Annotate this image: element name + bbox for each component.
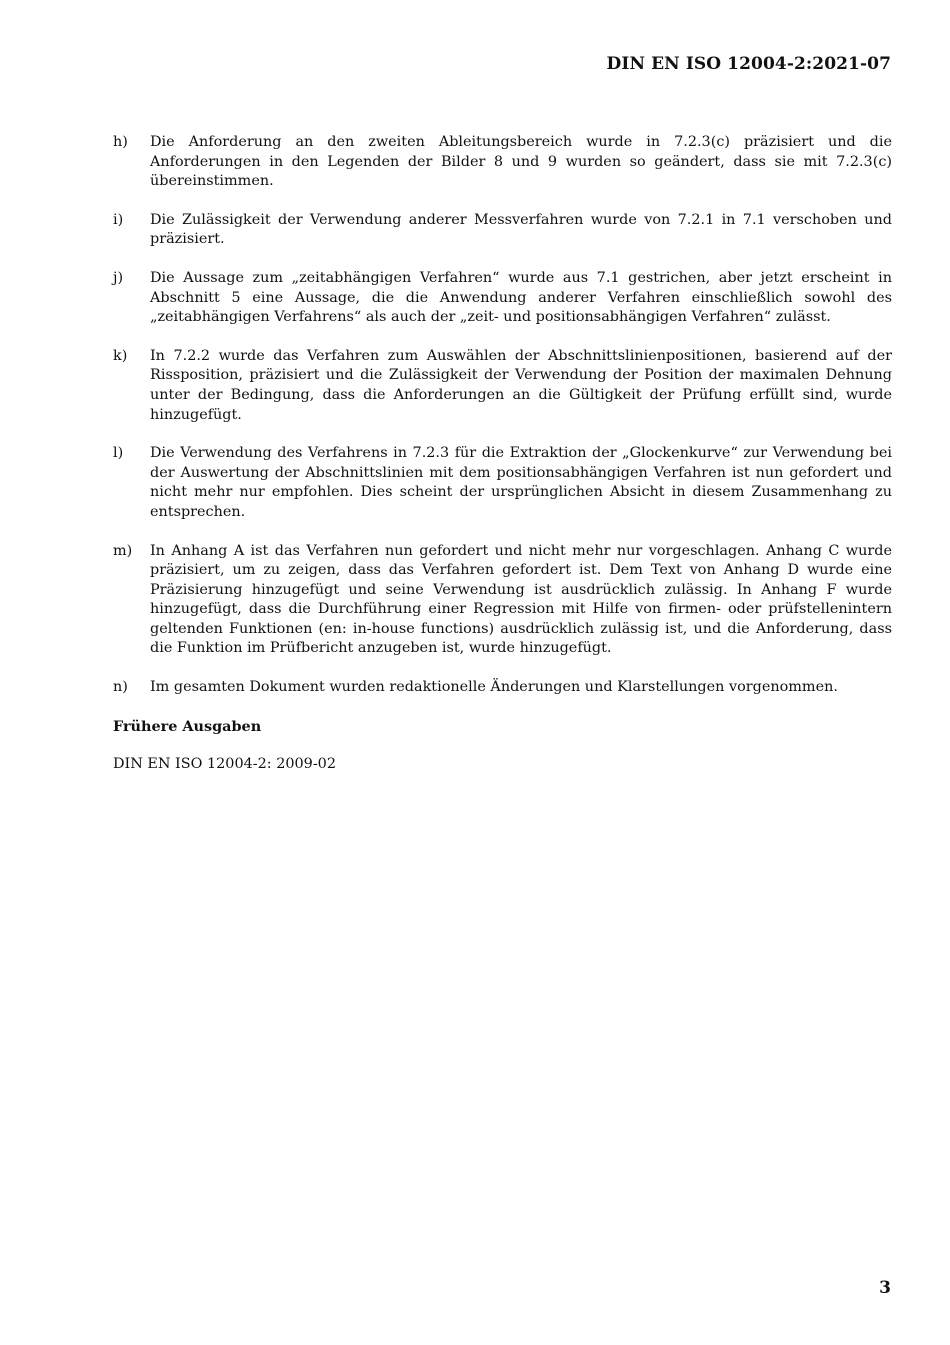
- document-id-header: DIN EN ISO 12004-2:2021-07: [606, 54, 891, 74]
- previous-edition-entry: DIN EN ISO 12004-2: 2009-02: [113, 756, 336, 773]
- previous-editions-heading: Frühere Ausgaben: [113, 717, 262, 735]
- list-text: Die Verwendung des Verfahrens in 7.2.3 für die Extraktion der „Glockenkurve“ zur Verwendung bei der Auswertung der Abschnittslinien mit dem positionsabhängigen Verfahren ist nun gefordert und nicht mehr nur empfohlen. Dies scheint der ursprünglichen Absicht in diesem Zusammenhang zu entsprechen.: [150, 445, 892, 520]
- list-item-i: [113, 211, 892, 250]
- list-item-n: [113, 678, 892, 698]
- list-marker: m): [113, 542, 133, 559]
- list-marker: k): [113, 347, 128, 364]
- list-item-j: [113, 269, 892, 328]
- page-number: 3: [879, 1278, 891, 1298]
- list-text: Die Anforderung an den zweiten Ableitungsbereich wurde in 7.2.3(c) präzisiert und die Anforderungen in den Legenden der Bilder 8 und 9 wurden so geändert, dass sie mit 7.2.3(c) übereinstimmen.: [150, 134, 892, 190]
- list-text: Die Zulässigkeit der Verwendung anderer Messverfahren wurde von 7.2.1 in 7.1 verschoben und präzisiert.: [150, 211, 892, 248]
- list-item-h: [113, 133, 892, 192]
- list-item-k: [113, 347, 892, 425]
- list-text: Im gesamten Dokument wurden redaktionelle Änderungen und Klarstellungen vorgenommen.: [150, 679, 838, 696]
- list-marker: j): [113, 269, 124, 286]
- list-marker: h): [113, 134, 128, 150]
- list-item-l: [113, 444, 892, 522]
- document-body: [113, 133, 892, 775]
- list-marker: n): [113, 679, 128, 696]
- list-marker: i): [113, 211, 124, 228]
- list-text: Die Aussage zum „zeitabhängigen Verfahren“ wurde aus 7.1 gestrichen, aber jetzt erscheint in Abschnitt 5 eine Aussage, die die Anwendung anderer Verfahren einschließlich sowohl des „zeitabhängigen Verfahrens“ als auch der „zeit- und positionsabhängigen Verfahren“ zulässt.: [150, 269, 892, 326]
- list-marker: l): [113, 445, 124, 462]
- list-item-m: [113, 542, 892, 660]
- list-text: In 7.2.2 wurde das Verfahren zum Auswählen der Abschnittslinienpositionen, basierend auf der Rissposition, präzisiert und die Zulässigkeit der Verwendung der Position der maximalen Dehnung unter der Bedingung, dass die Anforderungen an die Gültigkeit der Prüfung erfüllt sind, wurde hinzugefügt.: [150, 347, 892, 423]
- list-text: In Anhang A ist das Verfahren nun gefordert und nicht mehr nur vorgeschlagen. Anhang C wurde präzisiert, um zu zeigen, dass das Verfahren gefordert ist. Dem Text von Anhang D wurde eine Präzisierung hinzugefügt und seine Verwendung ist ausdrücklich zulässig. In Anhang F wurde hinzugefügt, dass die Durchführung einer Regression mit Hilfe von firmen- oder prüfstellenintern geltenden Funktionen (en: in-house functions) ausdrücklich zulässig ist, und die Anforderung, dass die Funktion im Prüfbericht anzugeben ist, wurde hinzugefügt.: [150, 542, 892, 657]
